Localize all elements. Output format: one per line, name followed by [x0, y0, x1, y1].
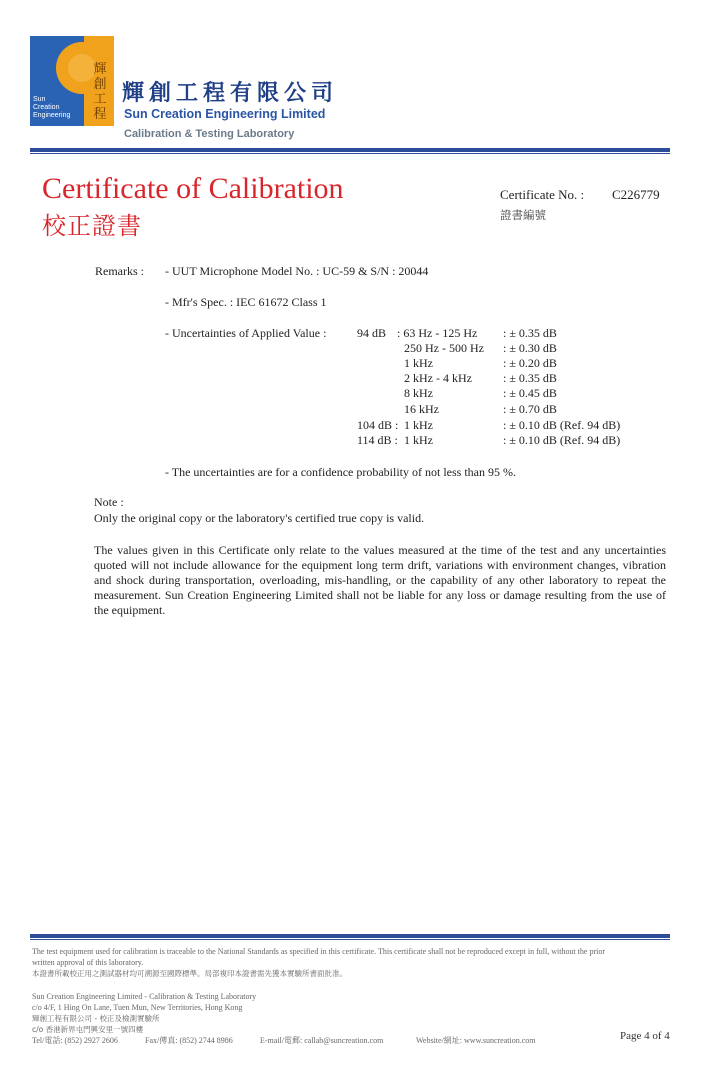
uncertainty-label: - Uncertainties of Applied Value :	[165, 326, 327, 340]
unc-level-114: 114 dB :	[357, 433, 398, 447]
traceability-line: The test equipment used for calibration is traceable to the National Standards as specified in this certificate. This certificate shall not be reproduced except in full, without the prior	[32, 947, 605, 956]
mfr-spec-line: - Mfr's Spec. : IEC 61672 Class 1	[165, 295, 327, 309]
unc-value: : ± 0.30 dB	[503, 341, 557, 355]
certificate-no-label-cn: 證書編號	[500, 208, 546, 222]
unc-freq: 250 Hz - 500 Hz	[404, 341, 484, 355]
footer-divider-thin	[30, 939, 670, 940]
footer-divider	[30, 934, 670, 938]
email: E-mail/電郵: callab@suncreation.com	[260, 1036, 384, 1045]
address-line-cn: c/o 香港新界屯門興安里一號四樓	[32, 1025, 144, 1034]
logo-char: 創	[93, 77, 107, 92]
uut-line: - UUT Microphone Model No. : UC-59 & S/N : 20044	[165, 264, 429, 278]
logo-text: Sun	[33, 96, 46, 103]
header-divider-thin	[30, 153, 670, 154]
company-name-cn: 輝創工程有限公司	[122, 81, 339, 106]
disclaimer-paragraph: The values given in this Certificate only relate to the values measured at the time of the test and any uncertainties quoted will not include allowance for the equipment long term drift, variations with environment changes, vibration and shock during transportation, overloading, mis-handling, or the capability of any other laboratory to repeat the measurement. Sun Creation Engineering Limited shall not be liable for any loss or damage resulting from the use of the equipment.	[94, 543, 666, 617]
traceability-line-cn: 本證書所載校正用之測試器材均可溯源至國際標準。局部複印本證書需先獲本實驗所書面批准。	[32, 969, 347, 978]
address-line: Sun Creation Engineering Limited - Calibration & Testing Laboratory	[32, 992, 257, 1001]
logo-char: 工	[93, 92, 107, 107]
unc-value: : ± 0.35 dB	[503, 326, 557, 340]
uncertainty-level: 94 dB	[357, 326, 387, 340]
unc-freq: 1 kHz	[404, 433, 433, 447]
unc-value: : ± 0.10 dB (Ref. 94 dB)	[503, 433, 621, 447]
unc-value: : ± 0.10 dB (Ref. 94 dB)	[503, 418, 621, 432]
unc-freq: 2 kHz - 4 kHz	[404, 371, 472, 385]
address-line: c/o 4/F, 1 Hing On Lane, Tuen Mun, New Territories, Hong Kong	[32, 1003, 243, 1012]
fax: Fax/傳真: (852) 2744 8986	[145, 1036, 233, 1045]
remarks-label: Remarks :	[95, 264, 144, 278]
unc-value: : ± 0.70 dB	[503, 402, 557, 416]
page-number: Page 4 of 4	[620, 1030, 670, 1042]
certificate-title-cn: 校正證書	[42, 212, 142, 240]
telephone: Tel/電話: (852) 2927 2606	[32, 1036, 118, 1045]
company-name-en: Sun Creation Engineering Limited	[124, 107, 326, 121]
note-label: Note :	[94, 495, 124, 509]
traceability-line: written approval of this laboratory.	[32, 958, 144, 967]
lab-name: Calibration & Testing Laboratory	[124, 128, 295, 140]
unc-level-104: 104 dB :	[357, 418, 399, 432]
logo-char: 程	[93, 107, 107, 122]
website: Website/網址: www.suncreation.com	[416, 1036, 536, 1045]
unc-value: : ± 0.35 dB	[503, 371, 557, 385]
unc-freq: : 63 Hz - 125 Hz	[397, 326, 478, 340]
unc-freq: 1 kHz	[404, 418, 433, 432]
address-line-cn: 輝創工程有限公司 - 校正及檢測實驗所	[32, 1014, 160, 1023]
unc-value: : ± 0.20 dB	[503, 356, 557, 370]
certificate-title: Certificate of Calibration	[42, 172, 344, 205]
logo-text: Creation	[33, 104, 60, 111]
company-logo	[30, 36, 114, 126]
unc-freq: 16 kHz	[404, 402, 439, 416]
logo-char: 輝	[93, 62, 107, 77]
note-line: Only the original copy or the laboratory's certified true copy is valid.	[94, 511, 425, 525]
certificate-no-value: C226779	[612, 187, 660, 202]
certificate-no-label: Certificate No. :	[500, 187, 585, 202]
unc-freq: 1 kHz	[404, 356, 433, 370]
unc-value: : ± 0.45 dB	[503, 386, 557, 400]
logo-text: Engineering	[33, 112, 71, 119]
unc-freq: 8 kHz	[404, 386, 433, 400]
header-divider	[30, 148, 670, 152]
confidence-line: - The uncertainties are for a confidence probability of not less than 95 %.	[165, 465, 516, 479]
